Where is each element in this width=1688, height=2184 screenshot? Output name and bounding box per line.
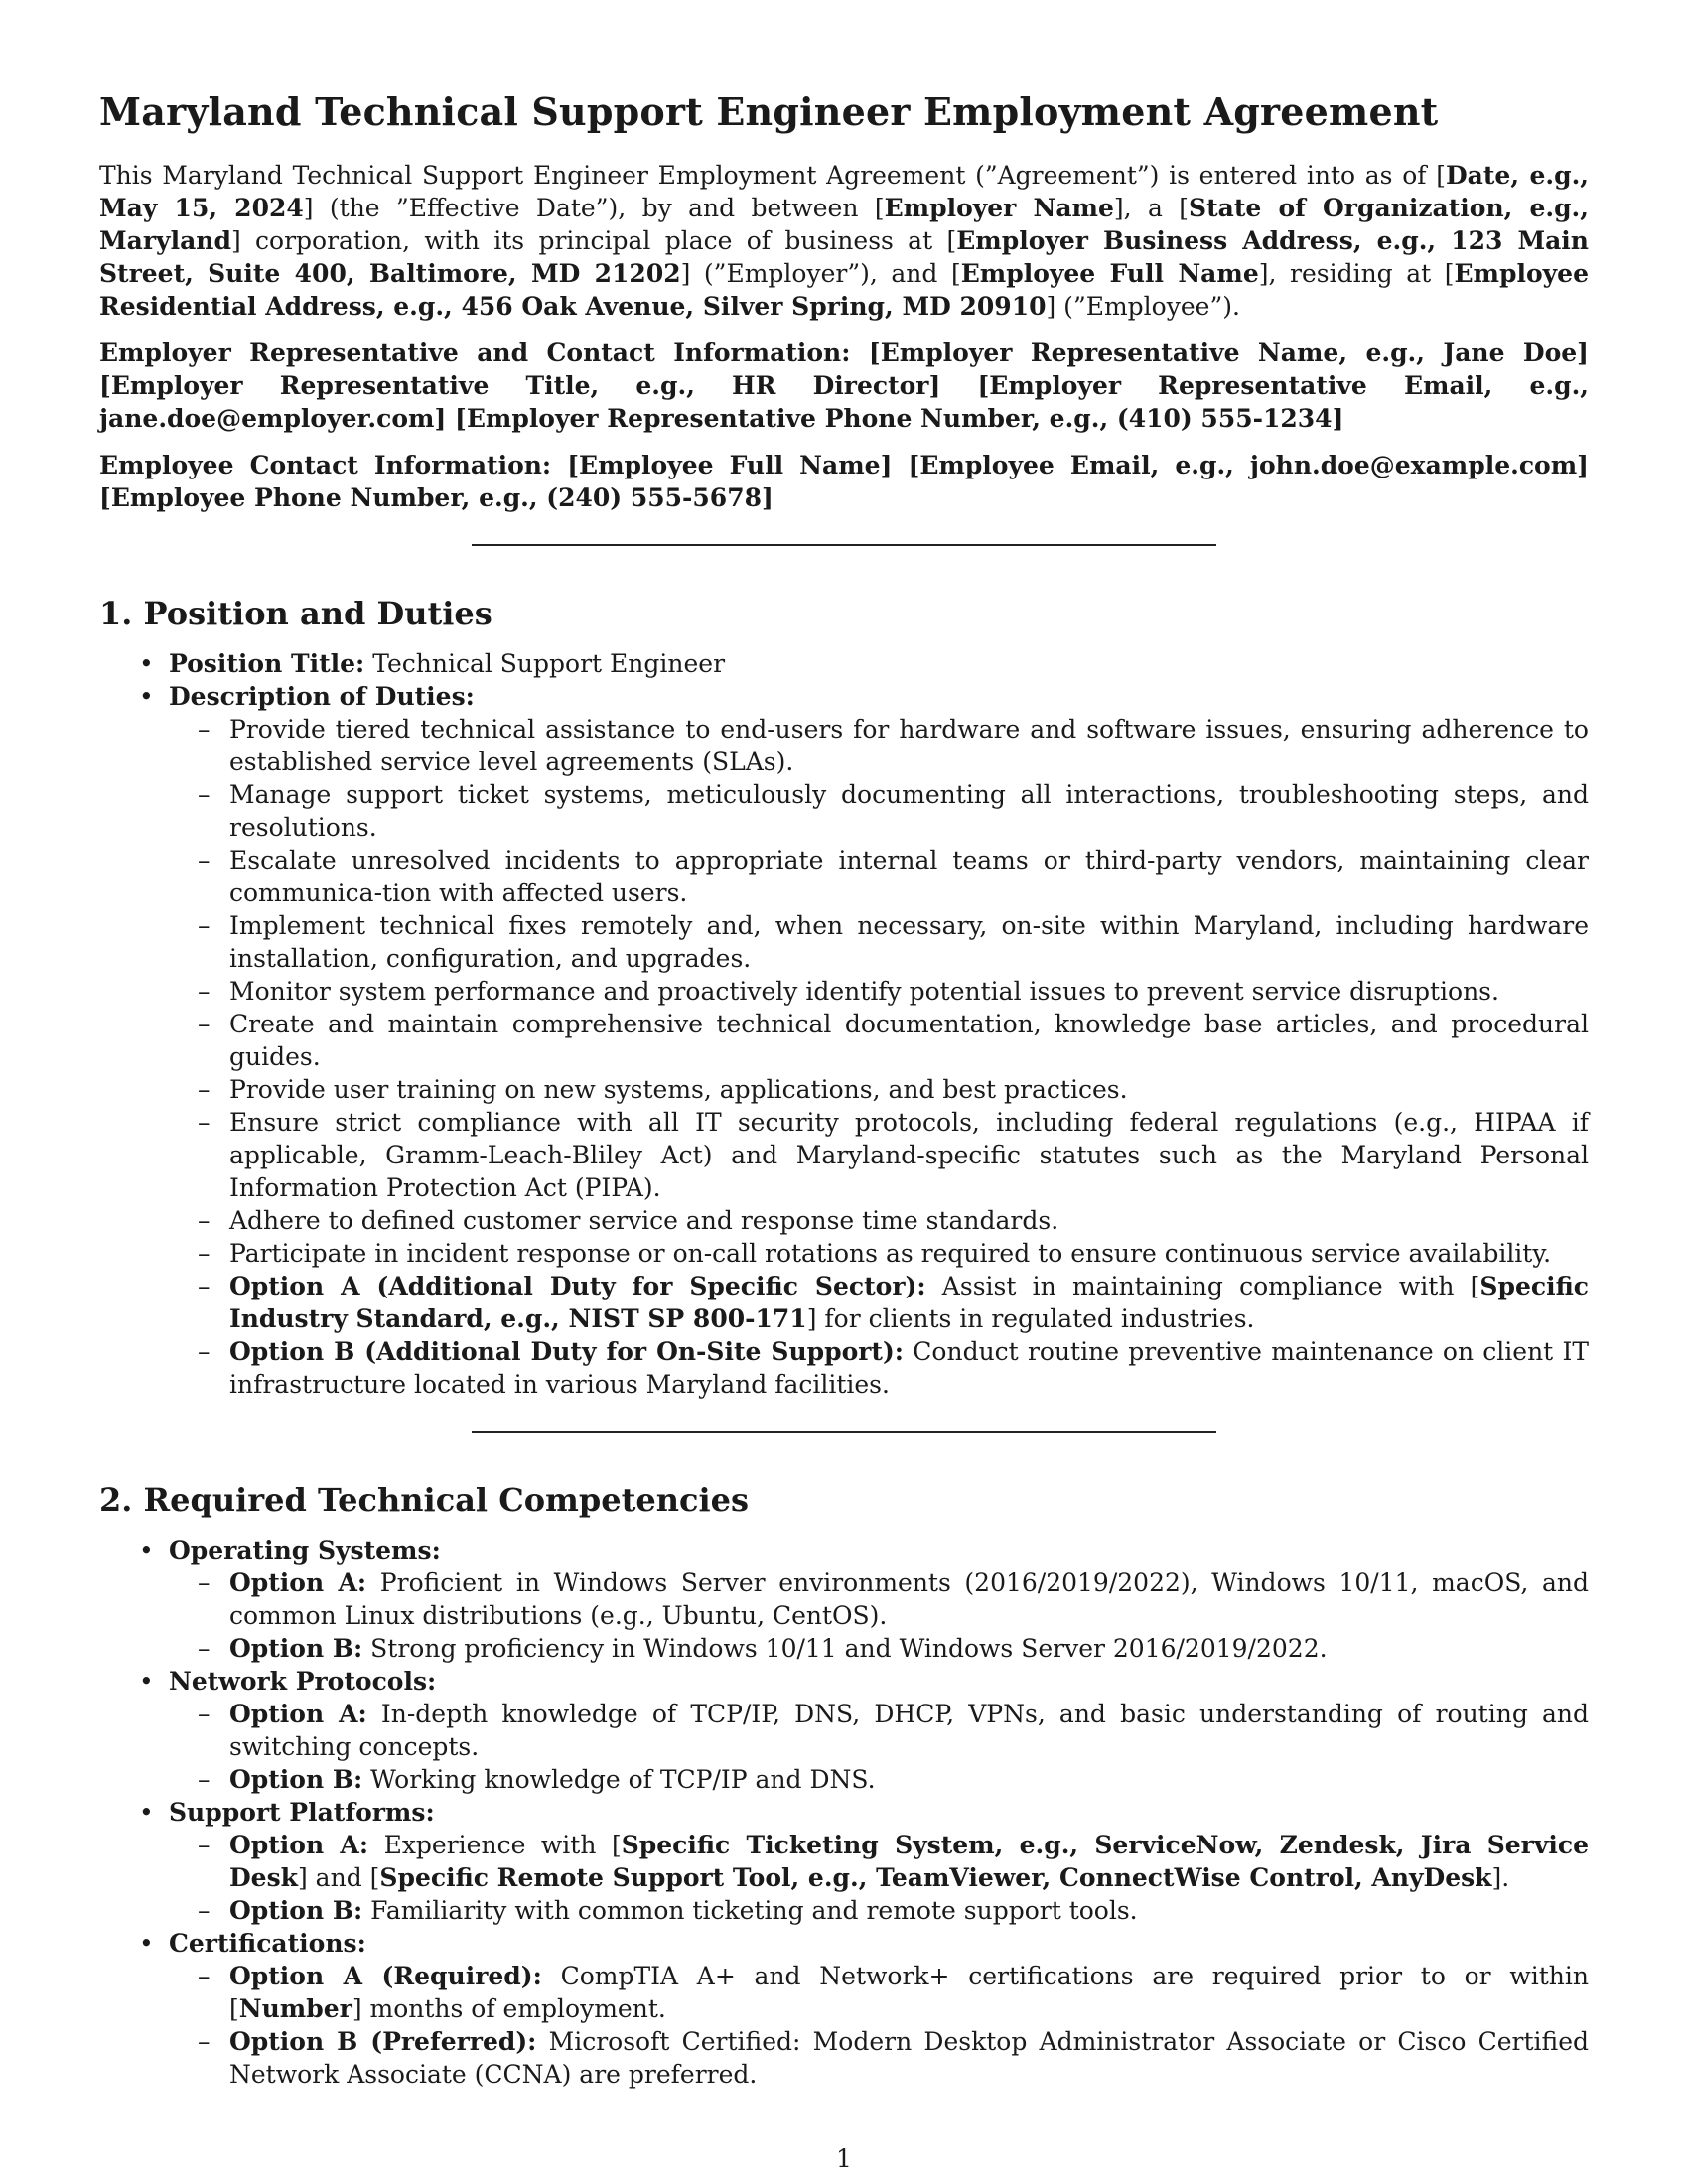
list-item: – Option B: Familiarity with common ticketing and remote support tools. — [169, 1894, 1589, 1927]
list-item: – Ensure strict compliance with all IT security protocols, including federal regulations (e.g., HIPAA if applicable, Gramm-Leach-Bliley Act) and Maryland-specific statutes such as the Maryland Personal Information Protection Act (PIPA). — [169, 1106, 1589, 1204]
employee-address-placeholder: Employee Residential Address, e.g., 456 Oak Avenue, Silver Spring, MD 20910 — [99, 259, 1589, 321]
employer-name-placeholder: Employer Name — [884, 194, 1114, 222]
document-page — [99, 79, 1589, 2091]
state-placeholder: State of Organization, e.g., Maryland — [99, 194, 1589, 255]
section-2-list — [99, 1534, 1589, 2091]
intro-paragraph: This Maryland Technical Support Engineer Employment Agreement (”Agreement”) is entered into as of [Date, e.g., May 15, 2024] (the ”Effective Date”), by and between [Employer Name], a [State of Organization, e.g., Maryland] corporation, with its principal place of business at [Employer Business Address, e.g., 123 Main Street, Suite 400, Baltimore, MD 21202] (”Employer”), and [Employee Full Name], residing at [Employee Residential Address, e.g., 456 Oak Avenue, Silver Spring, MD 20910] (”Employee”). — [99, 161, 1589, 321]
list-item: – Option A: Proficient in Windows Server environments (2016/2019/2022), Windows 10/11, macOS, and common Linux distributions (e.g., Ubuntu, CentOS). — [169, 1567, 1589, 1632]
list-item: – Option B: Working knowledge of TCP/IP and DNS. — [169, 1763, 1589, 1796]
section-2-heading: 2. Required Technical Competencies — [99, 1481, 750, 1519]
list-item: – Implement technical fixes remotely and, when necessary, on-site within Maryland, including hardware installation, configuration, and upgrades. — [169, 909, 1589, 975]
effective-date-placeholder: Date, e.g., May 15, 2024 — [99, 161, 1589, 222]
list-item: • Support Platforms: – Option A: Experience with [Specific Ticketing System, e.g., ServiceNow, Zendesk, Jira Service Desk] and [Specific Remote Support Tool, e.g., TeamViewer, ConnectWise Control, AnyDesk]. – Option B: Familiarity with common ticketing and remote support tools. — [99, 1796, 1589, 1927]
list-item: – Option A (Required): CompTIA A+ and Network+ certifications are required prior to or within [Number] months of employment. — [169, 1960, 1589, 2025]
list-item: – Option B: Strong proficiency in Windows 10/11 and Windows Server 2016/2019/2022. — [169, 1632, 1589, 1665]
list-item: • Description of Duties: – Provide tiered technical assistance to end-users for hardware and software issues, ensuring adherence to established service level agreements (SLAs). – Manage support ticket systems, meticulously documenting all interactions, troubleshooting steps, and resolutions. – Escalate unresolved incidents to appropriate internal teams or third-party vendors, maintaining clear communica-tion with affected users. – Implement technical fixes remotely and, when necessary, on-site within Maryland, including hardware installation, configuration, and upgrades. – Monitor system performance and proactively identify potential issues to prevent service disruptions. – Create and maintain comprehensive technical documentation, knowledge base articles, and procedural guides. – Provide user training on new systems, applications, and best practices. – Ensure strict compliance with all IT security protocols, including federal regulations (e.g., HIPAA if applicable, Gramm-Leach-Bliley Act) and Maryland-specific statutes such as the Maryland Personal Information Protection Act (PIPA). – Adhere to defined customer service and response time standards. – Participate in incident response or on-call rotations as required to ensure continuous service availability. – Option A (Additional Duty for Specific Sector): Assist in maintaining compliance with [Specific Industry Standard, e.g., NIST SP 800-171] for clients in regulated industries. – Option B (Additional Duty for On-Site Support): Conduct routine preventive maintenance on client IT infrastructure located in various Maryland facilities. — [99, 680, 1589, 1401]
list-item: – Create and maintain comprehensive technical documentation, knowledge base articles, and procedural guides. — [169, 1008, 1589, 1073]
employer-contact-paragraph: Employer Representative and Contact Information: [Employer Representative Name, e.g., Jane Doe] [Employer Representative Title, e.g., HR Director] [Employer Representative Email, e.g., jane.doe@employer.com] [Employer Representative Phone Number, e.g., (410) 555-1234] — [99, 339, 1589, 433]
list-item: • Operating Systems: – Option A: Proficient in Windows Server environments (2016/2019/2022), Windows 10/11, macOS, and common Linux distributions (e.g., Ubuntu, CentOS). – Option B: Strong proficiency in Windows 10/11 and Windows Server 2016/2019/2022. — [99, 1534, 1589, 1665]
document-title: Maryland Technical Support Engineer Employment Agreement — [99, 89, 1439, 134]
section-1-list — [99, 647, 1589, 1401]
list-item: – Option A: In-depth knowledge of TCP/IP, DNS, DHCP, VPNs, and basic understanding of routing and switching concepts. — [169, 1698, 1589, 1763]
list-item: – Escalate unresolved incidents to appropriate internal teams or third-party vendors, maintaining clear communica-tion with affected users. — [169, 844, 1589, 909]
employee-name-placeholder: Employee Full Name — [960, 259, 1259, 288]
list-item: • Certifications: – Option A (Required): CompTIA A+ and Network+ certifications are required prior to or within [Number] months of employment. – Option B (Preferred): Microsoft Certified: Modern Desktop Administrator Associate or Cisco Certified Network Associate (CCNA) are preferred. — [99, 1927, 1589, 2091]
page-number: 1 — [836, 2144, 852, 2173]
list-item: – Option A (Additional Duty for Specific Sector): Assist in maintaining compliance with [Specific Industry Standard, e.g., NIST SP 800-171] for clients in regulated industries. — [169, 1270, 1589, 1335]
list-item: – Option A: Experience with [Specific Ticketing System, e.g., ServiceNow, Zendesk, Jira Service Desk] and [Specific Remote Support Tool, e.g., TeamViewer, ConnectWise Control, AnyDesk]. — [169, 1829, 1589, 1894]
list-item: – Provide user training on new systems, applications, and best practices. — [169, 1073, 1589, 1106]
list-item: – Option B (Preferred): Microsoft Certified: Modern Desktop Administrator Associate or Cisco Certified Network Associate (CCNA) are preferred. — [169, 2025, 1589, 2091]
list-item: – Participate in incident response or on-call rotations as required to ensure continuous service availability. — [169, 1237, 1589, 1270]
list-item: – Monitor system performance and proactively identify potential issues to prevent service disruptions. — [169, 975, 1589, 1008]
section-1-heading: 1. Position and Duties — [99, 595, 492, 632]
list-item: • Network Protocols: – Option A: In-depth knowledge of TCP/IP, DNS, DHCP, VPNs, and basic understanding of routing and switching concepts. – Option B: Working knowledge of TCP/IP and DNS. — [99, 1665, 1589, 1796]
list-item: – Provide tiered technical assistance to end-users for hardware and software issues, ensuring adherence to established service level agreements (SLAs). — [169, 713, 1589, 778]
list-item: – Manage support ticket systems, meticulously documenting all interactions, troubleshooting steps, and resolutions. — [169, 778, 1589, 844]
list-item: – Option B (Additional Duty for On-Site Support): Conduct routine preventive maintenance on client IT infrastructure located in various Maryland facilities. — [169, 1335, 1589, 1401]
employer-address-placeholder: Employer Business Address, e.g., 123 Main Street, Suite 400, Baltimore, MD 21202 — [99, 226, 1589, 288]
section-divider — [472, 544, 1216, 546]
duties-list — [169, 713, 1589, 1401]
list-item: – Adhere to defined customer service and response time standards. — [169, 1204, 1589, 1237]
employee-contact-paragraph: Employee Contact Information: [Employee Full Name] [Employee Email, e.g., john.doe@example.com] [Employee Phone Number, e.g., (240) 555-5678] — [99, 451, 1589, 512]
list-item: • Position Title: Technical Support Engineer — [99, 647, 1589, 680]
section-divider — [472, 1431, 1216, 1433]
